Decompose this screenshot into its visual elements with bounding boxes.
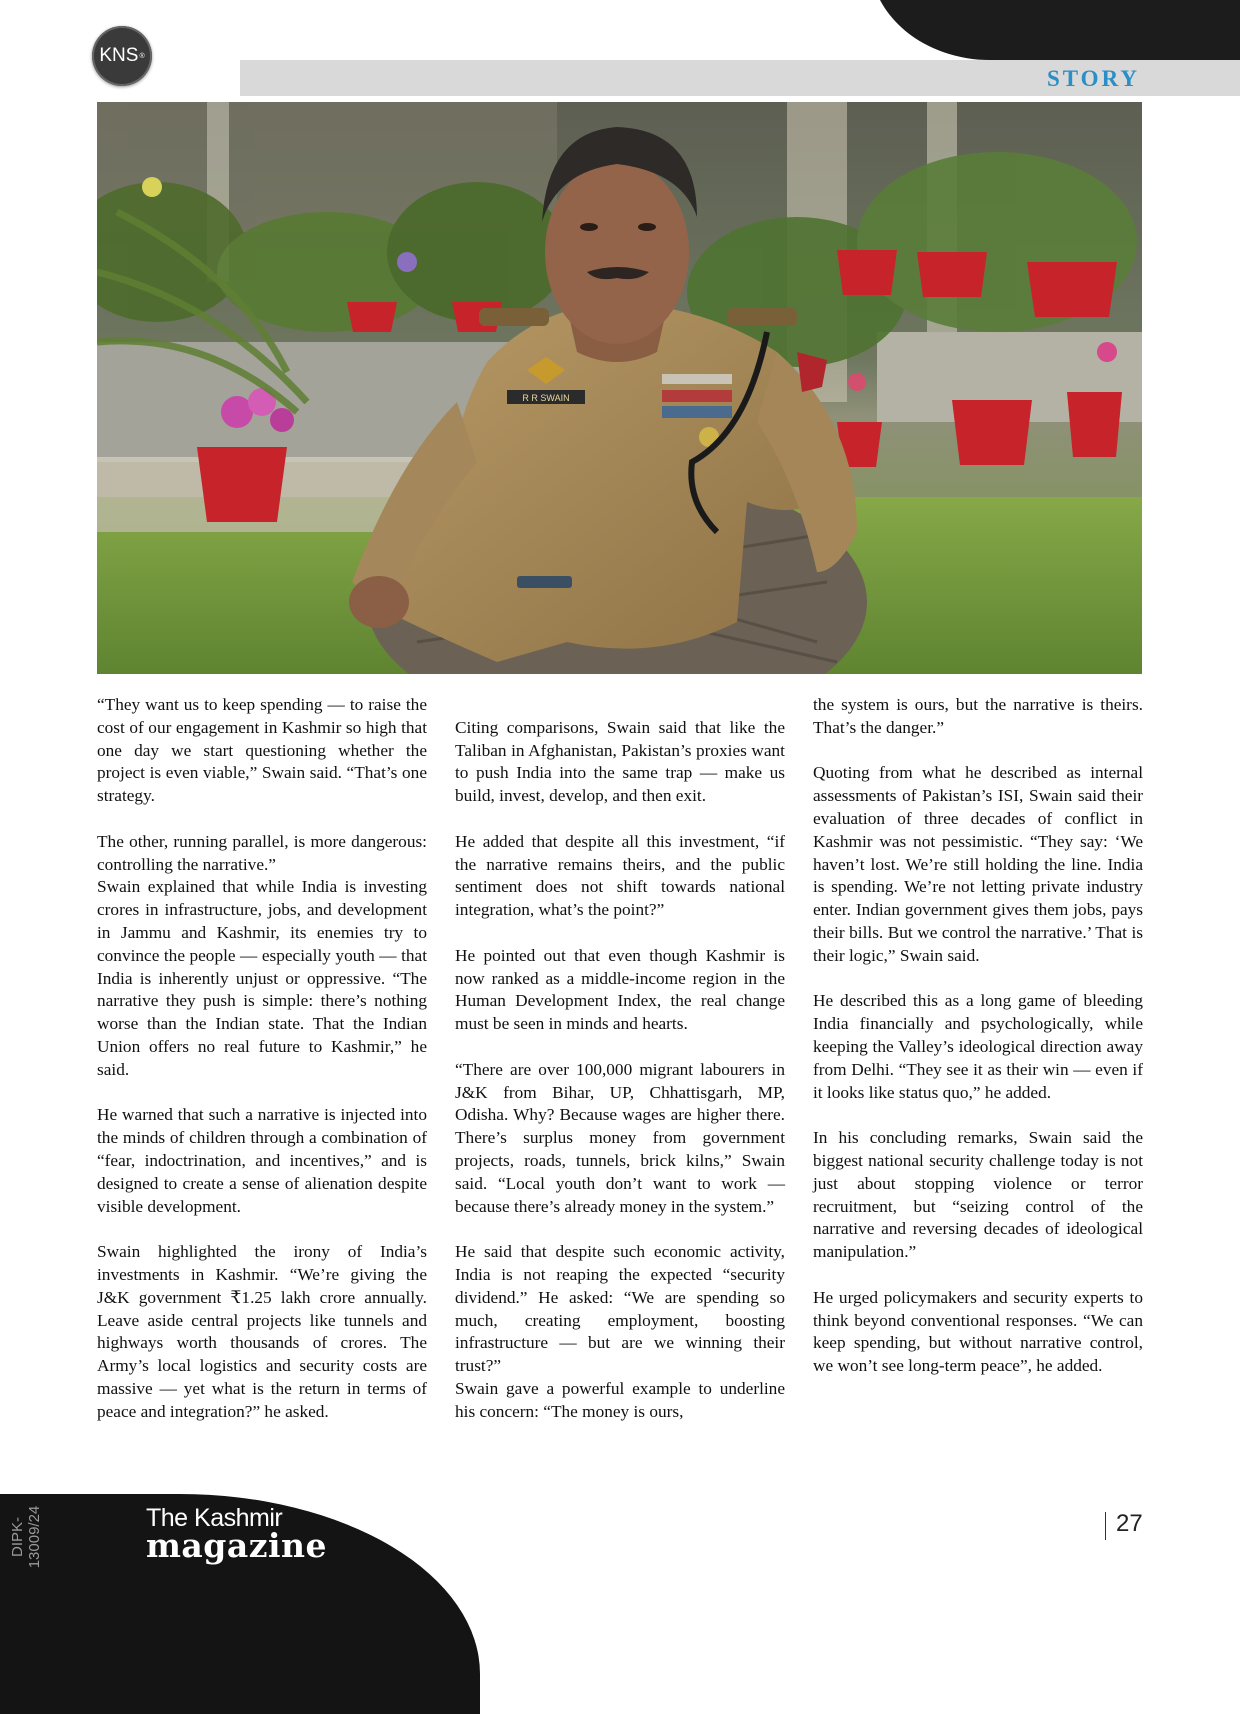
paragraph: Swain highlighted the irony of India’s investments in Kashmir. “We’re giving the J&K government ₹1.25 lakh crore annually. Leave aside central projects like tunnels and highways worth thousands of crores. The Army’s local logistics and security costs are massive — yet what is the return in terms of peace and integration?” he asked. xyxy=(97,1242,427,1421)
article-photo xyxy=(97,102,1142,674)
paragraph: Citing comparisons, Swain said that like the Taliban in Afghanistan, Pakistan’s proxies want to push India into the same trap — make us build, invest, develop, and then exit. xyxy=(455,717,785,806)
paragraph: “They want us to keep spending — to raise the cost of our engagement in Kashmir so high that one day we start questioning whether the project is even viable,” Swain said. “That’s one strategy. xyxy=(97,695,427,806)
paragraph: Quoting from what he described as internal assessments of Pakistan’s ISI, Swain said their evaluation of three decades of conflict in Kashmir was not pessimistic. “They say: ‘We haven’t lost. We’re still holding the line. India is spending. We’re not letting private industry enter. Indian government gives them jobs, pays their bills. But we control the narrative.’ That is their logic,” Swain said. xyxy=(813,763,1143,965)
section-label: STORY xyxy=(1046,66,1140,91)
paragraph: He said that despite such economic activity, India is not reaping the expected “security dividend.” He asked: “We are spending so much, creating employment, boosting infrastructure — but are we winning their trust?” xyxy=(455,1242,785,1376)
paragraph: The other, running parallel, is more dangerous: controlling the narrative.” xyxy=(97,831,427,874)
page-number: 27 xyxy=(1116,1510,1143,1537)
kns-logo-text: KNS xyxy=(99,45,139,66)
name-tag: R R SWAIN xyxy=(522,393,570,403)
paragraph: He described this as a long game of bleeding India financially and psychologically, while keeping the Valley’s ideological direction away from Delhi. “They see it as their win — even if it looks like status quo,” he added. xyxy=(813,991,1143,1102)
magazine-brand xyxy=(146,1504,328,1565)
paragraph: He warned that such a narrative is injected into the minds of children through a combination of “fear, indoctrination, and incentives,” and is designed to create a sense of alienation despite visible development. xyxy=(97,1105,427,1216)
article-column-1 xyxy=(97,694,427,1424)
brand-line-1: The Kashmir xyxy=(146,1504,283,1532)
kns-logo xyxy=(92,26,152,86)
paragraph: Swain gave a powerful example to underline his concern: “The money is ours, xyxy=(455,1378,785,1421)
header-swoosh xyxy=(870,0,1240,60)
paragraph: He pointed out that even though Kashmir is now ranked as a middle-income region in the Human Development Index, the real change must be seen in minds and hearts. xyxy=(455,945,785,1034)
paragraph: “There are over 100,000 migrant labourers in J&K from Bihar, UP, Chhattisgarh, MP, Odisha. Why? Because wages are higher there. There’s surplus money from government projects, roads, tunnels, brick kilns,” Swain said. “Local youth don’t want to work — because there’s already money in the system.” xyxy=(455,1059,785,1216)
registration-code: DIPK-13009/24 xyxy=(9,1505,43,1569)
paragraph: He added that despite all this investment, “if the narrative remains theirs, and the public sentiment does not shift towards national integration, what’s the point?” xyxy=(455,831,785,920)
paragraph: He urged policymakers and security experts to think beyond conventional responses. “We can keep spending, but without narrative control, we won’t see long-term peace”, he added. xyxy=(813,1287,1143,1376)
paragraph: the system is ours, but the narrative is theirs. That’s the danger.” xyxy=(813,695,1143,737)
article-column-2 xyxy=(455,694,785,1424)
kns-logo-mark: ® xyxy=(139,52,145,60)
brand-line-2: magazine xyxy=(146,1526,328,1565)
article-column-3 xyxy=(813,694,1143,1378)
paragraph: In his concluding remarks, Swain said the biggest national security challenge today is not just about stopping violence or terror recruitment, but “seizing control of the narrative and reversing decades of ideological manipulation.” xyxy=(813,1128,1143,1262)
paragraph: Swain explained that while India is investing crores in infrastructure, jobs, and development in Jammu and Kashmir, its enemies try to convince the people — especially youth — that India is inherently unjust or oppressive. “The narrative they push is simple: there’s nothing worse than the Indian state. That the Indian Union offers no real future to Kashmir,” he said. xyxy=(97,877,427,1079)
page-number-rule xyxy=(1105,1512,1106,1540)
